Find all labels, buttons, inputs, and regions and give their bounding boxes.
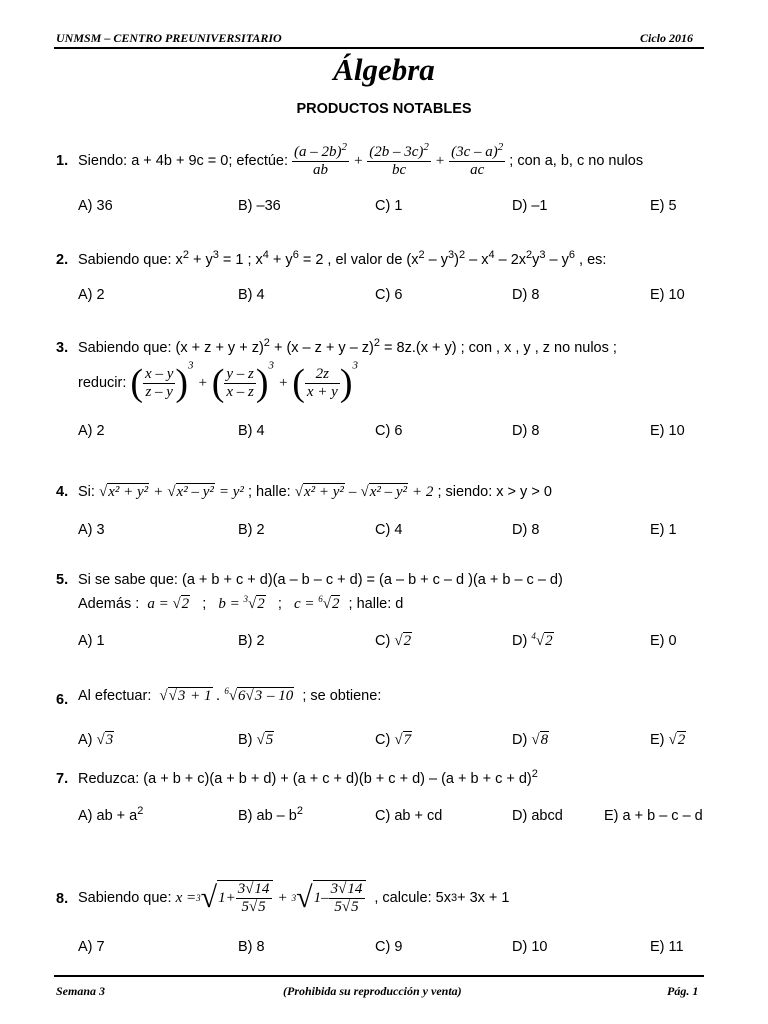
problem-6-statement: Al efectuar: √√3 + 1 . $^6$√6√3 – 10 ; se obtiene: [78, 686, 382, 704]
problem-7-statement: Reduzca: $(a + b + c)(a + b + d) + (a + c + d)(b + c + d) - (a + b + c + d)^2$ [78, 768, 538, 787]
problem-5-number: 5. [56, 572, 69, 588]
problem-6-option-a: A) √3 [78, 732, 114, 748]
problem-4-option-c: C) 4 [375, 522, 403, 538]
problem-8-option-d: D) 10 [512, 939, 548, 955]
header-right: Ciclo 2016 [640, 31, 693, 45]
problem-2-number: 2. [56, 252, 69, 268]
problem-2-option-e: E) 10 [650, 287, 685, 303]
problem-5-given: Además : a = √2 ; b = $^3$√2 ; c = $^6$√2 ; halle: d [78, 594, 404, 612]
problem-6-number: 6. [56, 692, 69, 708]
footer-center: (Prohibida su reproducción y venta) [283, 984, 462, 998]
problem-1-option-e: E) 5 [650, 198, 677, 214]
footer-left: Semana 3 [56, 984, 106, 998]
problem-4-number: 4. [56, 484, 69, 500]
problem-3-option-a: A) 2 [78, 423, 105, 439]
problem-5-statement: Si se sabe que: (a + b + c + d)(a – b – c + d) = (a – b + c – d )(a + b – c – d) [78, 572, 563, 588]
problem-5-option-c: C) √2 [375, 633, 412, 649]
problem-8-statement: Sabiendo que: x = 3 √ 1 + $\frac{3√14}{5√5}$ + 3 √ 1 – $\frac{3√14}{5√5}$ , calcule: 5x 3 + 3x + 1 [78, 881, 510, 915]
problem-1-statement: Siendo: a + 4b + 9c = 0; efectúe: $\frac{(a - 2b)^2}{ab}$ + $\frac{(2b - 3c)^2}{bc}$ + $\frac{(3c - a)^2}{ac}$ ; con a, b, c no nulos [78, 140, 644, 178]
fraction-2: $\frac{(2b - 3c)^2}{bc}$ [369, 140, 429, 178]
problem-5-option-e: E) 0 [650, 633, 677, 649]
problem-3-option-d: D) 8 [512, 423, 540, 439]
problem-2-option-b: B) 4 [238, 287, 265, 303]
problem-3-number: 3. [56, 340, 69, 356]
problem-4-option-d: D) 8 [512, 522, 540, 538]
problem-7-option-e: E) a + b – c – d [604, 808, 703, 824]
problem-8-option-c: C) 9 [375, 939, 403, 955]
footer-right: Pág. 1 [667, 984, 699, 998]
problem-6-option-b: B) √5 [238, 732, 274, 748]
page-title: Álgebra [333, 52, 435, 87]
problem-4-option-b: B) 2 [238, 522, 265, 538]
problem-1-option-d: D) –1 [512, 198, 548, 214]
problem-4-statement: Si: √x² + y² + √x² – y² = y² ; halle: √x² + y² – √x² – y² + 2 ; siendo: x > y > 0 [78, 483, 552, 500]
problem-8-option-b: B) 8 [238, 939, 265, 955]
problem-2-option-d: D) 8 [512, 287, 540, 303]
problem-6-option-e: E) √2 [650, 732, 686, 748]
problem-6-option-d: D) √8 [512, 732, 549, 748]
problem-5-option-b: B) 2 [238, 633, 265, 649]
problem-2-option-a: A) 2 [78, 287, 105, 303]
problem-1-number: 1. [56, 153, 69, 169]
problem-7-option-a: A) ab + $a^2$ [78, 805, 144, 824]
problem-2-option-c: C) 6 [375, 287, 403, 303]
problem-3-option-e: E) 10 [650, 423, 685, 439]
problem-7-option-d: D) abcd [512, 808, 563, 824]
footer-rule [54, 975, 704, 977]
problem-6-option-c: C) √7 [375, 732, 412, 748]
problem-7-option-c: C) ab + cd [375, 808, 443, 824]
problem-3-option-b: B) 4 [238, 423, 265, 439]
problem-3-option-c: C) 6 [375, 423, 403, 439]
problem-2-statement: Sabiendo que: $x^2 + y^3 = 1$ ; $x^4 + y^6 = 2$ , el valor de $(x^2 - y^3)^2 - x^4 - 2x^2y^3 - y^6$ , es: [78, 249, 607, 268]
fraction-3: $\frac{(3c - a)^2}{ac}$ [451, 140, 504, 178]
problem-5-option-a: A) 1 [78, 633, 105, 649]
problem-7-option-b: B) ab – $b^2$ [238, 805, 303, 824]
problem-1-option-b: B) –36 [238, 198, 281, 214]
problem-3-expression: reducir: ( $\frac{x - y}{z - y}$ )$^3$ + ( $\frac{y - z}{x - z}$ )$^3$ + ( $\frac{2z}{x + y}$ )$^3$ [78, 359, 358, 404]
problem-8-number: 8. [56, 891, 69, 907]
problem-7-number: 7. [56, 771, 69, 787]
problem-5-option-d: D) $^4$√2 [512, 631, 553, 649]
problem-8-option-a: A) 7 [78, 939, 105, 955]
problem-1-option-c: C) 1 [375, 198, 403, 214]
problem-8-option-e: E) 11 [650, 939, 684, 955]
header-rule [54, 47, 704, 49]
page-subtitle: PRODUCTOS NOTABLES [296, 101, 472, 117]
problem-3-statement: Sabiendo que: $(x + z + y + z)^2 + (x - z + y - z)^2 = 8z.(x + y)$ ; con , x , y , z no nulos ; [78, 337, 617, 356]
fraction-1: $\frac{(a - 2b)^2}{ab}$ [294, 140, 348, 178]
problem-4-option-e: E) 1 [650, 522, 677, 538]
header-left: UNMSM – CENTRO PREUNIVERSITARIO [56, 31, 282, 45]
problem-4-option-a: A) 3 [78, 522, 105, 538]
problem-1-option-a: A) 36 [78, 198, 113, 214]
